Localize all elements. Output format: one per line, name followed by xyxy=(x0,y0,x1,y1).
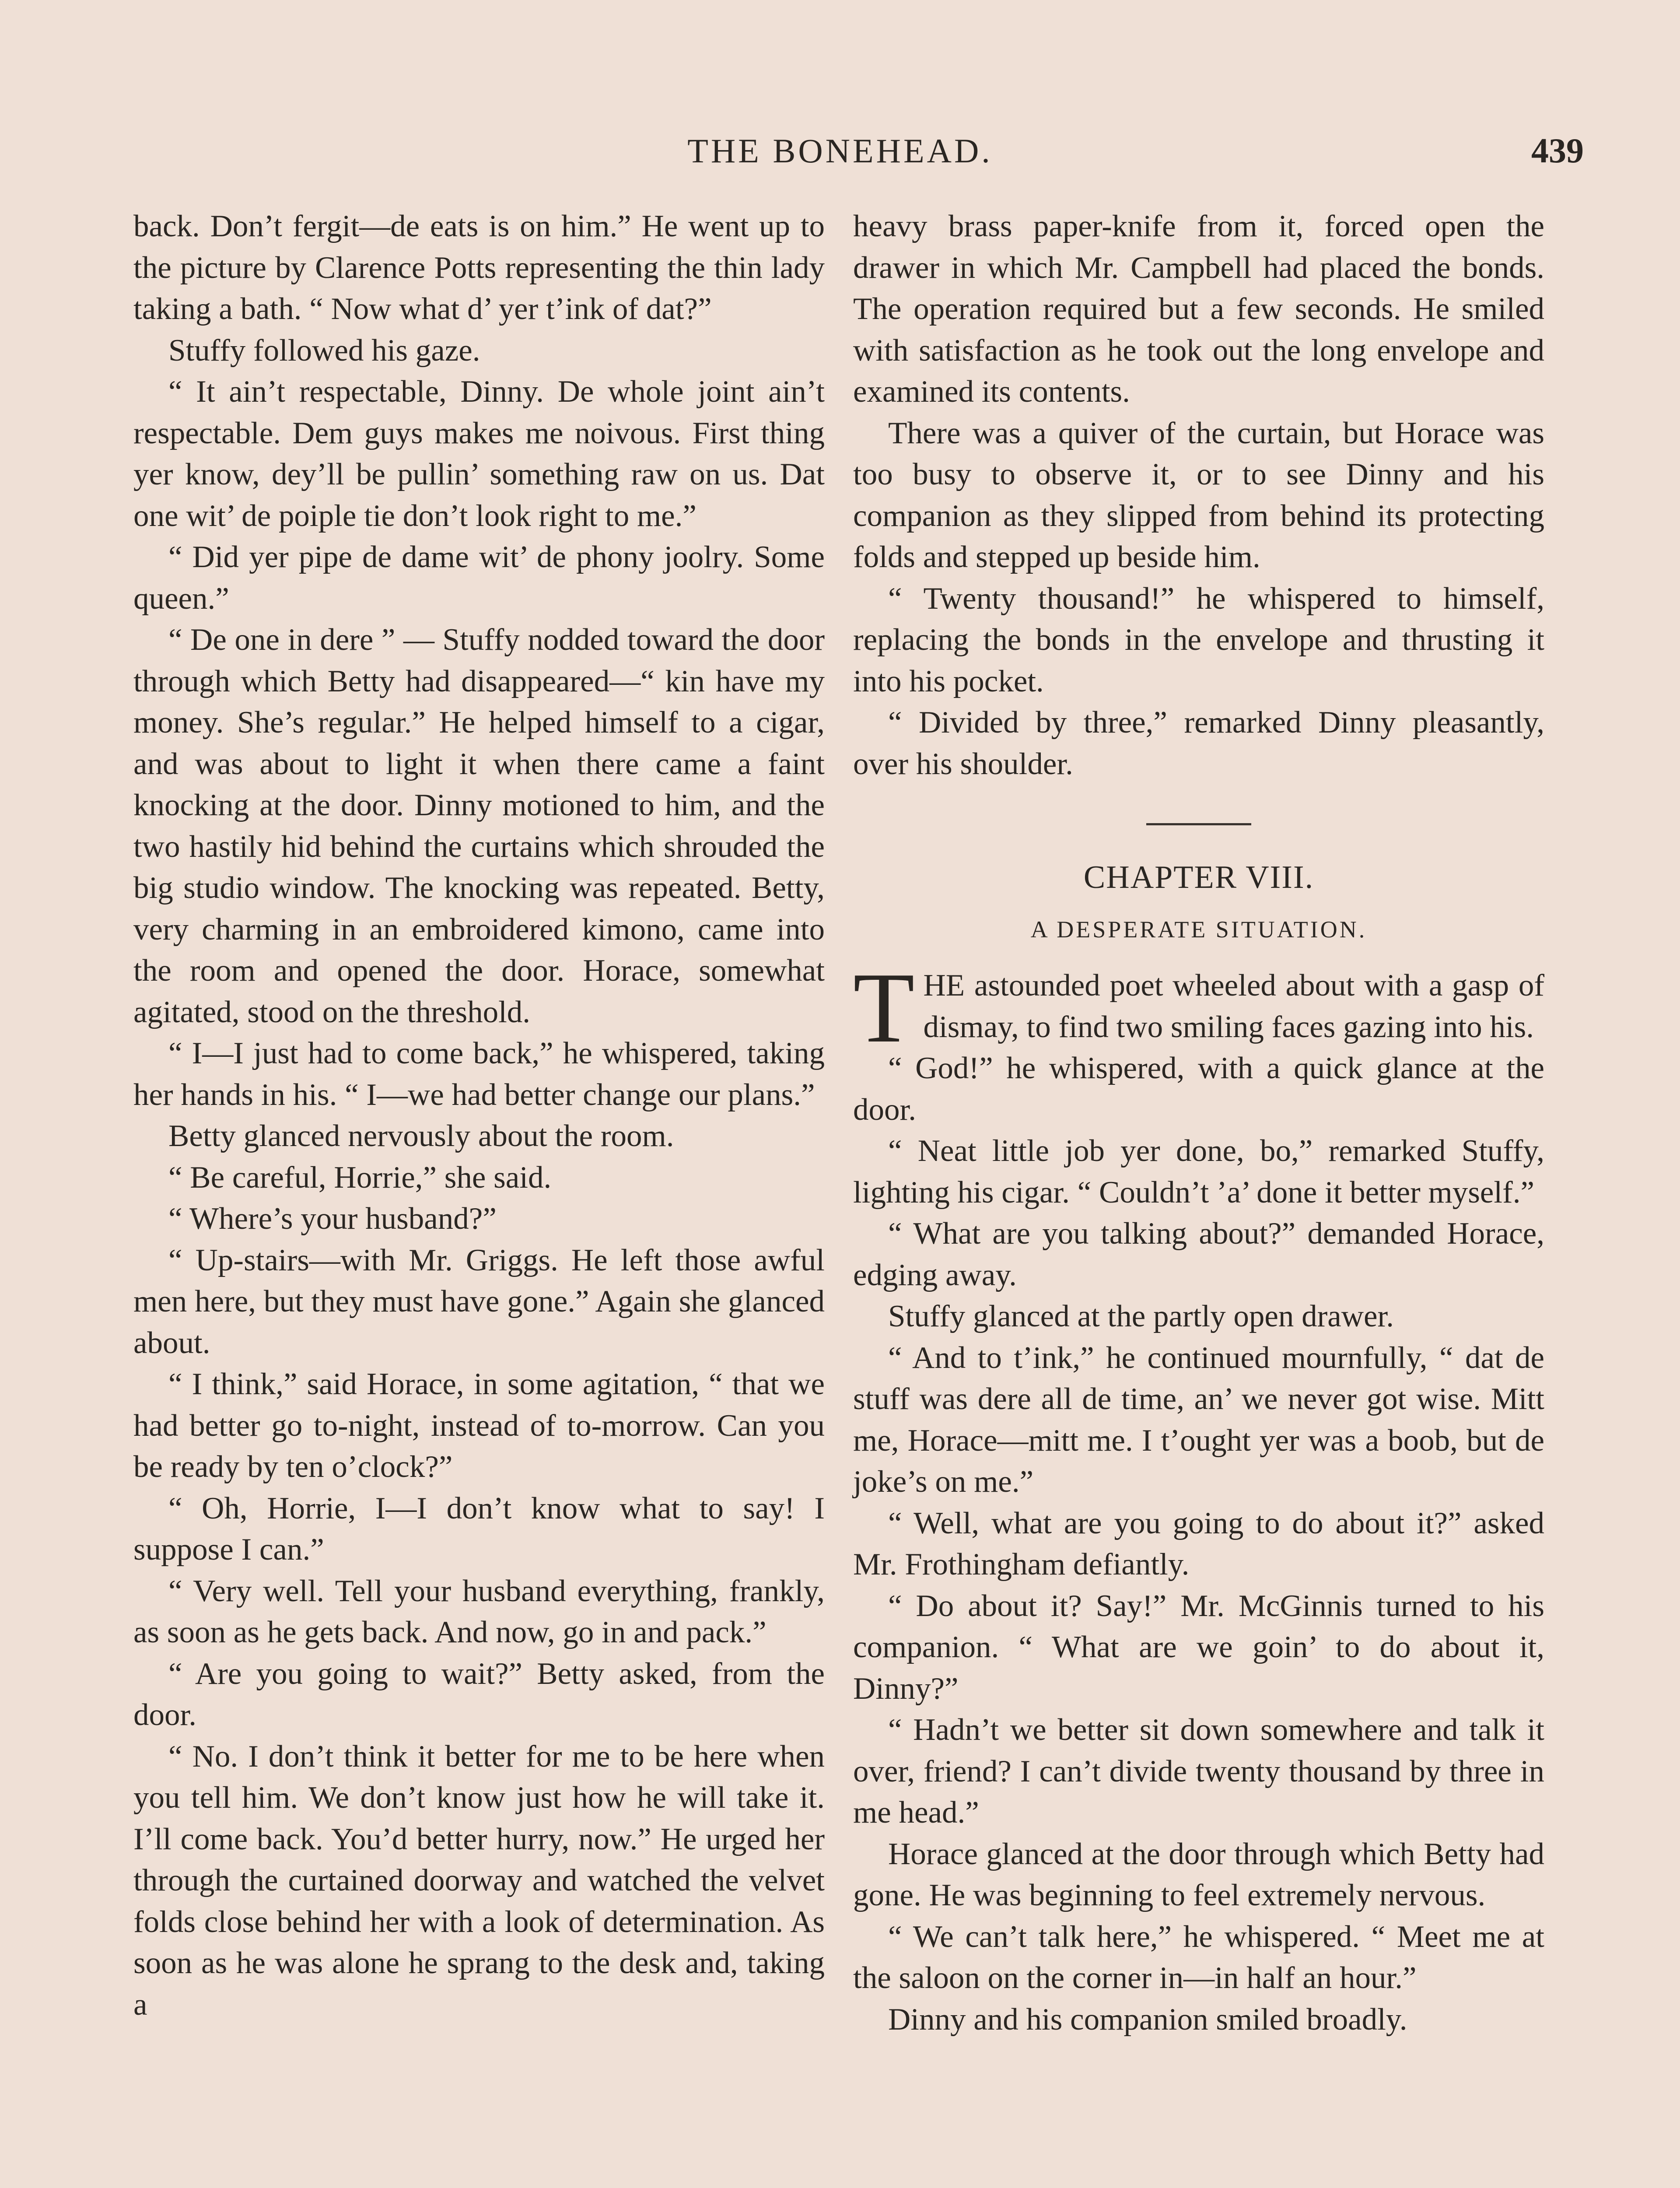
paragraph: “ Are you going to wait?” Betty asked, from the door. xyxy=(133,1656,825,1732)
chapter-title: CHAPTER VIII. xyxy=(1083,859,1314,895)
right-column xyxy=(853,206,1544,2040)
paragraph: “ Oh, Horrie, I—I don’t know what to say! I suppose I can.” xyxy=(133,1491,825,1567)
paragraph: “ Did yer pipe de dame wit’ de phony joolry. Some queen.” xyxy=(133,540,825,616)
paragraph: “ I think,” said Horace, in some agitation, “ that we had better go to-night, instead of to-morrow. Can you be ready by ten o’clock?” xyxy=(133,1367,825,1484)
paragraph: “ I—I just had to come back,” he whispered, taking her hands in his. “ I—we had better change our plans.” xyxy=(133,1036,825,1112)
paragraph: “ We can’t talk here,” he whispered. “ Meet me at the saloon on the corner in—in half an hour.” xyxy=(853,1919,1544,1995)
paragraph: Dinny and his companion smiled broadly. xyxy=(888,2002,1407,2037)
paragraph: “ Twenty thousand!” he whispered to himself, replacing the bonds in the envelope and thrusting it into his pocket. xyxy=(853,581,1544,698)
chapter-first-text: HE astounded poet wheeled about with a gasp of dismay, to find two smiling faces gazing into his. xyxy=(923,968,1544,1044)
paragraph: “ God!” he whispered, with a quick glance at the door. xyxy=(853,1051,1544,1127)
paragraph: “ And to t’ink,” he continued mournfully, “ dat de stuff was dere all de time, an’ we never got wise. Mitt me, Horace—mitt me. I t’ought yer was a boob, but de joke’s on me.” xyxy=(853,1340,1544,1499)
paragraph: “ Divided by three,” remarked Dinny pleasantly, over his shoulder. xyxy=(853,705,1544,781)
chapter-subtitle: A DESPERATE SITUATION. xyxy=(1030,916,1367,943)
drop-cap: T xyxy=(853,952,915,1063)
paragraph: Horace glanced at the door through which Betty had gone. He was beginning to feel extremely nervous. xyxy=(853,1837,1544,1912)
page-number: 439 xyxy=(1531,132,1584,170)
chapter-first-paragraph xyxy=(853,952,1544,1063)
paragraph: “ De one in dere ” — Stuffy nodded toward the door through which Betty had disappeared—“ kin have my money. She’s regular.” He helped himself to a cigar, and was about to light it when there came a faint knocking at the door. Dinny motioned to him, and the two hastily hid behind the curtains which shrouded the big studio window. The knocking was repeated. Betty, very charming in an embroidered kimono, came into the room and opened the door. Horace, somewhat agitated, stood on the threshold. xyxy=(133,623,825,1029)
left-column xyxy=(133,206,825,2025)
paragraph: Betty glanced nervously about the room. xyxy=(168,1119,674,1153)
running-title: THE BONEHEAD. xyxy=(687,132,993,170)
paragraph: Stuffy glanced at the partly open drawer. xyxy=(888,1299,1394,1333)
paragraph: “ Be careful, Horrie,” she said. xyxy=(168,1160,552,1195)
paragraph: “ Where’s your husband?” xyxy=(168,1202,497,1236)
paragraph: “ Very well. Tell your husband everything, frankly, as soon as he gets back. And now, go in and pack.” xyxy=(133,1574,825,1649)
paragraph: back. Don’t fergit—de eats is on him.” He went up to the picture by Clarence Potts representing the thin lady taking a bath. “ Now what d’ yer t’ink of dat?” xyxy=(133,209,825,326)
paragraph: “ What are you talking about?” demanded Horace, edging away. xyxy=(853,1217,1544,1292)
section-divider xyxy=(1146,823,1251,825)
paragraph: “ Well, what are you going to do about it?” asked Mr. Frothingham defiantly. xyxy=(853,1506,1544,1581)
paragraph: “ It ain’t respectable, Dinny. De whole joint ain’t respectable. Dem guys makes me noivous. First thing yer know, dey’ll be pullin’ something raw on us. Dat one wit’ de poiple tie don’t look right to me.” xyxy=(133,375,825,533)
paragraph: “ Do about it? Say!” Mr. McGinnis turned to his companion. “ What are we goin’ to do about it, Dinny?” xyxy=(853,1588,1544,1706)
paragraph: “ Neat little job yer done, bo,” remarked Stuffy, lighting his cigar. “ Couldn’t ’a’ done it better myself.” xyxy=(853,1134,1544,1210)
paragraph: There was a quiver of the curtain, but Horace was too busy to observe it, or to see Dinny and his companion as they slipped from behind its protecting folds and stepped up beside him. xyxy=(853,416,1544,574)
paragraph: “ No. I don’t think it better for me to be here when you tell him. We don’t know just how he will take it. I’ll come back. You’d better hurry, now.” He urged her through the curtained doorway and watched the velvet folds close behind her with a look of determination. As soon as he was alone he sprang to the desk and, taking a xyxy=(133,1739,825,2022)
paragraph: heavy brass paper-knife from it, forced open the drawer in which Mr. Campbell had placed the bonds. The operation required but a few seconds. He smiled with satisfaction as he took out the long envelope and examined its contents. xyxy=(853,209,1544,409)
paragraph: “ Up-stairs—with Mr. Griggs. He left those awful men here, but they must have gone.” Again she glanced about. xyxy=(133,1243,825,1360)
paragraph: “ Hadn’t we better sit down somewhere and talk it over, friend? I can’t divide twenty thousand by three in me head.” xyxy=(853,1713,1544,1830)
paragraph: Stuffy followed his gaze. xyxy=(168,333,480,368)
